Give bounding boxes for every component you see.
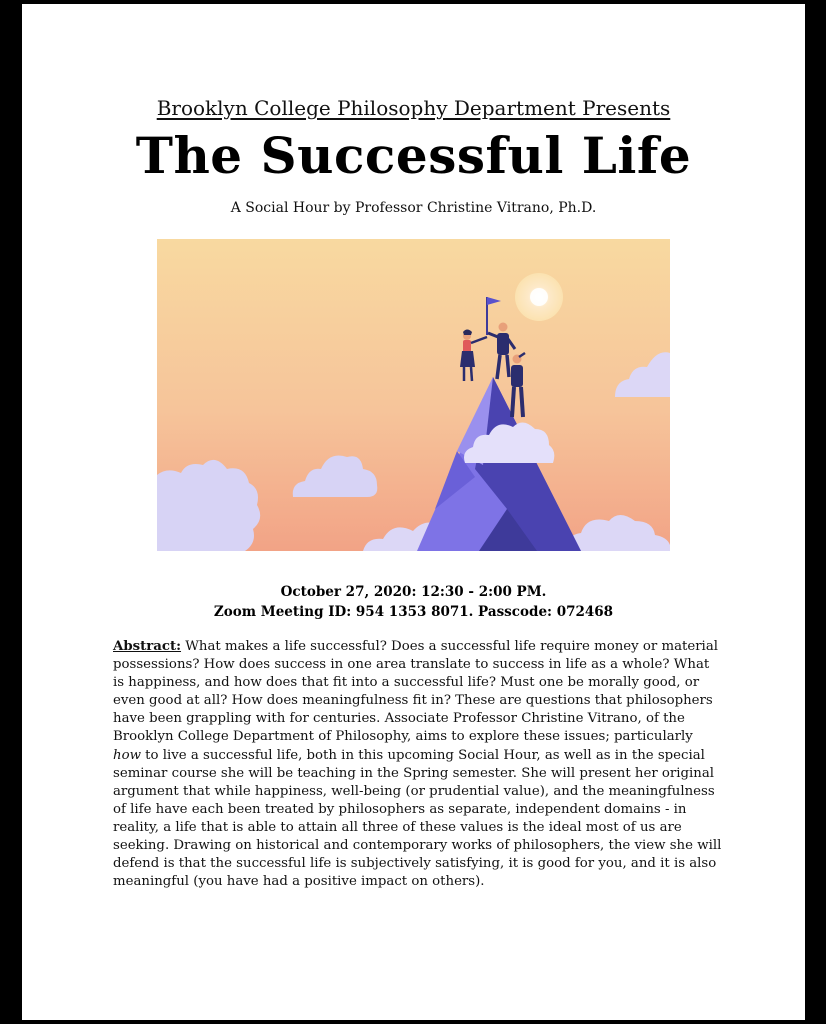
abstract-paragraph (113, 638, 723, 891)
mountain-summit-illustration (157, 239, 670, 551)
zoom-meeting-info: Zoom Meeting ID: 954 1353 8071. Passcode: 072468 (213, 604, 614, 620)
presents-heading: Brooklyn College Philosophy Department Presents (156, 96, 671, 120)
event-datetime: October 27, 2020: 12:30 - 2:00 PM. (280, 584, 547, 600)
abstract-text-part1: What makes a life successful? Does a successful life require money or material possessions? How does success in one area translate to success in life as a whole? What is happiness, and how does that fit into a successful life? Must one be morally good, or even good at all? How does meaningfulness fit in? These are questions that philosophers have been grappling with for centuries. Associate Professor Christine Vitrano, of the Brooklyn College Department of Philosophy, aims to explore these issues; particularly (113, 639, 718, 745)
subtitle: A Social Hour by Professor Christine Vitrano, Ph.D. (230, 200, 597, 216)
abstract-emphasis: how (113, 747, 141, 763)
abstract-label: Abstract: (113, 639, 182, 654)
cloud-icon (157, 460, 260, 551)
abstract-text-part2: to live a successful life, both in this upcoming Social Hour, as well as in the special seminar course she will be teaching in the Spring semester. She will present her original argument that while happiness, well-being (or prudential value), and the meaningfulness of life have each been treated by philosophers as separate, independent domains - in reality, a life that is able to attain all three of these values is the ideal most of us are seeking. Drawing on historical and contemporary works of philosophers, the view she will defend is that the successful life is subjectively satisfying, it is good for you, and it is also meaningful (you have had a positive impact on others). (113, 747, 722, 890)
page-title: The Successful Life (135, 126, 692, 185)
flyer-page (22, 4, 805, 1020)
event-details (22, 582, 805, 622)
